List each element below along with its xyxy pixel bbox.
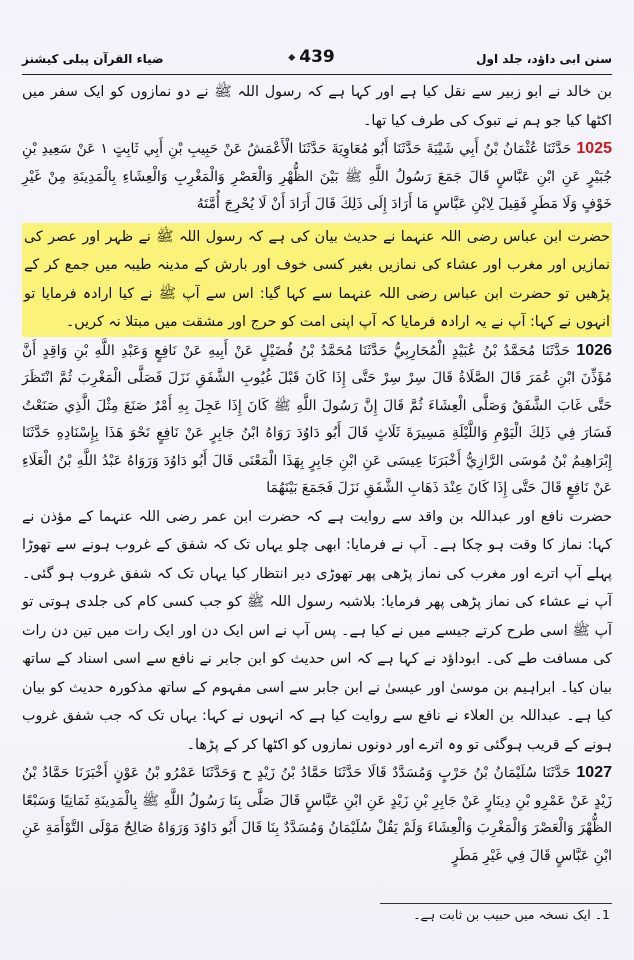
hadith-1027-arabic-text: حَدَّثَنَا سُلَيْمَانُ بْنُ حَرْبٍ وَمُسَدَّدٌ قَالَا حَدَّثَنَا حَمَّادُ بْنُ زَيْدٍ ح وَحَدَّثَنَا عَمْرُو بْنُ عَوْنٍ أَخْبَرَنَا حَمَّادُ بْنُ زَيْدٍ عَنْ عَمْرِو بْنِ دِينَارٍ عَنْ جَابِرِ بْنِ زَيْدٍ عَنِ ابْنِ عَبَّاسٍ قَالَ صَلَّى بِنَا رَسُولُ اللَّهِ ﷺ بِالْمَدِينَةِ ثَمَانِيًا وَسَبْعًا الظُّهْرَ وَالْعَصْرَ وَالْمَغْرِبَ وَالْعِشَاءَ وَلَمْ يَقُلْ سُلَيْمَانُ وَمُسَدَّدٌ بِنَا قَالَ أَبُو دَاوُدَ وَرَوَاهُ صَالِحٌ مَوْلَى التَّوْأَمَةِ عَنِ ابْنِ عَبَّاسٍ قَالَ فِي غَيْرِ مَطَرٍ xyxy=(22,765,612,864)
hadith-1025-arabic xyxy=(22,135,612,219)
hadith-1025-arabic-text: حَدَّثَنَا عُثْمَانُ بْنُ أَبِي شَيْبَةَ حَدَّثَنَا أَبُو مُعَاوِيَةَ حَدَّثَنَا الْأَعْمَشُ عَنْ حَبِيبِ بْنِ أَبِي ثَابِتٍ ۱ عَنْ سَعِيدِ بْنِ جُبَيْرٍ عَنِ ابْنِ عَبَّاسٍ قَالَ جَمَعَ رَسُولُ اللَّهِ ﷺ بَيْنَ الظُّهْرِ وَالْعَصْرِ وَالْمَغْرِبِ وَالْعِشَاءِ بِالْمَدِينَةِ مِنْ غَيْرِ خَوْفٍ وَلَا مَطَرٍ فَقِيلَ لِابْنِ عَبَّاسٍ مَا أَرَادَ إِلَى ذَلِكَ قَالَ أَرَادَ أَنْ لَا يُحْرِجَ أُمَّتَهُ xyxy=(22,141,612,212)
page-header xyxy=(22,44,612,75)
hadith-1025-translation: حضرت ابن عباس رضی اللہ عنہما نے حدیث بیان کی ہے کہ رسول اللہ ﷺ نے ظہر اور عصر کی نمازیں اور مغرب اور عشاء کی نمازیں بغیر کسی خوف اور بارش کے مدینہ طیبہ میں جمع کر کے پڑھیں تو حضرت ابن عباس رضی اللہ عنہما سے کہا گیا: اس سے آپ ﷺ نے کیا ارادہ فرمایا تو انہوں نے کہا: آپ نے یہ ارادہ فرمایا کہ آپ اپنی امت کو حرج اور مشقت میں مبتلا نہ کریں۔ xyxy=(22,223,612,337)
hadith-number-1027: 1027 xyxy=(576,764,612,781)
book-title: سنن ابی داؤد، جلد اول xyxy=(476,52,612,66)
hadith-1026-arabic xyxy=(22,337,612,503)
hadith-number-1026: 1026 xyxy=(576,341,612,359)
footnote: 1۔ ایک نسخہ میں حبیب بن ثابت ہے۔ xyxy=(413,907,610,922)
publisher-name: ضیاء القرآن پبلی کیشنز xyxy=(22,52,164,66)
hadith-1026-arabic-text: حَدَّثَنَا مُحَمَّدُ بْنُ عُبَيْدٍ الْمُحَارِبِيُّ حَدَّثَنَا مُحَمَّدُ بْنُ فُضَيْلٍ عَنْ أَبِيهِ عَنْ نَافِعٍ وَعَبْدِ اللَّهِ بْنِ وَاقِدٍ أَنَّ مُؤَذِّنَ ابْنِ عُمَرَ قَالَ الصَّلَاةُ قَالَ سِرْ سِرْ حَتَّى إِذَا كَانَ قَبْلَ غُيُوبِ الشَّفَقِ نَزَلَ فَصَلَّى الْمَغْرِبَ ثُمَّ انْتَظَرَ حَتَّى غَابَ الشَّفَقُ وَصَلَّى الْعِشَاءَ ثُمَّ قَالَ إِنَّ رَسُولَ اللَّهِ ﷺ كَانَ إِذَا عَجِلَ بِهِ أَمْرٌ صَنَعَ مِثْلَ الَّذِي صَنَعْتُ فَسَارَ فِي ذَلِكَ الْيَوْمِ وَاللَّيْلَةِ مَسِيرَةَ ثَلَاثٍ قَالَ أَبُو دَاوُدَ رَوَاهُ ابْنُ جَابِرٍ عَنْ نَافِعٍ نَحْوَ هَذَا بِإِسْنَادِهِ حَدَّثَنَا إِبْرَاهِيمُ بْنُ مُوسَى الرَّازِيُّ أَخْبَرَنَا عِيسَى عَنِ ابْنِ جَابِرٍ بِهَذَا الْمَعْنَى قَالَ أَبُو دَاوُدَ وَرَوَاهُ عَبْدُ اللَّهِ بْنُ الْعَلَاءِ عَنْ نَافِعٍ قَالَ حَتَّى إِذَا كَانَ عِنْدَ ذَهَابِ الشَّفَقِ نَزَلَ فَجَمَعَ بَيْنَهُمَا xyxy=(22,342,612,496)
footnote-divider xyxy=(380,903,612,904)
hadith-1027-arabic xyxy=(22,759,612,870)
hadith-1026-translation: حضرت نافع اور عبداللہ بن واقد سے روایت ہے کہ حضرت ابن عمر رضی اللہ عنہما کے مؤذن نے کہا: نماز کا وقت ہو چکا ہے۔ آپ نے فرمایا: ابھی چلو یہاں تک کہ شفق کے غروب ہونے سے تھوڑا پہلے آپ اترے اور مغرب کی نماز پڑھی پھر تھوڑی دیر انتظار کیا یہاں تک کہ شفق غروب ہو گئی۔ آپ نے عشاء کی نماز پڑھی پھر فرمایا: بلاشبہ رسول اللہ ﷺ کو جب کسی کام کی جلدی ہوتی تو آپ ﷺ اسی طرح کرتے جیسے میں نے کیا ہے۔ پس آپ نے اس ایک دن اور ایک رات میں تین دن رات کی مسافت طے کی۔ ابوداؤد نے کہا ہے کہ اس حدیث کو ابن جابر نے نافع سے اسی اسناد کے ساتھ بیان کیا۔ ابراہیم بن موسیٰ اور عیسیٰ نے ابن جابر سے اسی مفہوم کے ساتھ مذکورہ حدیث کو بیان کیا ہے۔ عبداللہ بن العلاء نے نافع سے روایت کیا ہے کہ انہوں نے کہا: یہاں تک کہ جب شفق غروب ہونے کے قریب ہوگئی تو وہ اترے اور دونوں نمازوں کو اکٹھا کر کے پڑھا۔ xyxy=(22,508,612,753)
hadith-number-1025: 1025 xyxy=(576,140,612,157)
intro-paragraph: بن خالد نے ابو زبیر سے نقل کیا ہے اور کہا ہے کہ رسول اللہ ﷺ نے دو نمازوں کو ایک سفر میں اکٹھا کیا جو ہم نے تبوک کی طرف کیا تھا۔ xyxy=(22,84,612,129)
page-body xyxy=(22,78,612,870)
page-number: 439 xyxy=(299,47,335,67)
